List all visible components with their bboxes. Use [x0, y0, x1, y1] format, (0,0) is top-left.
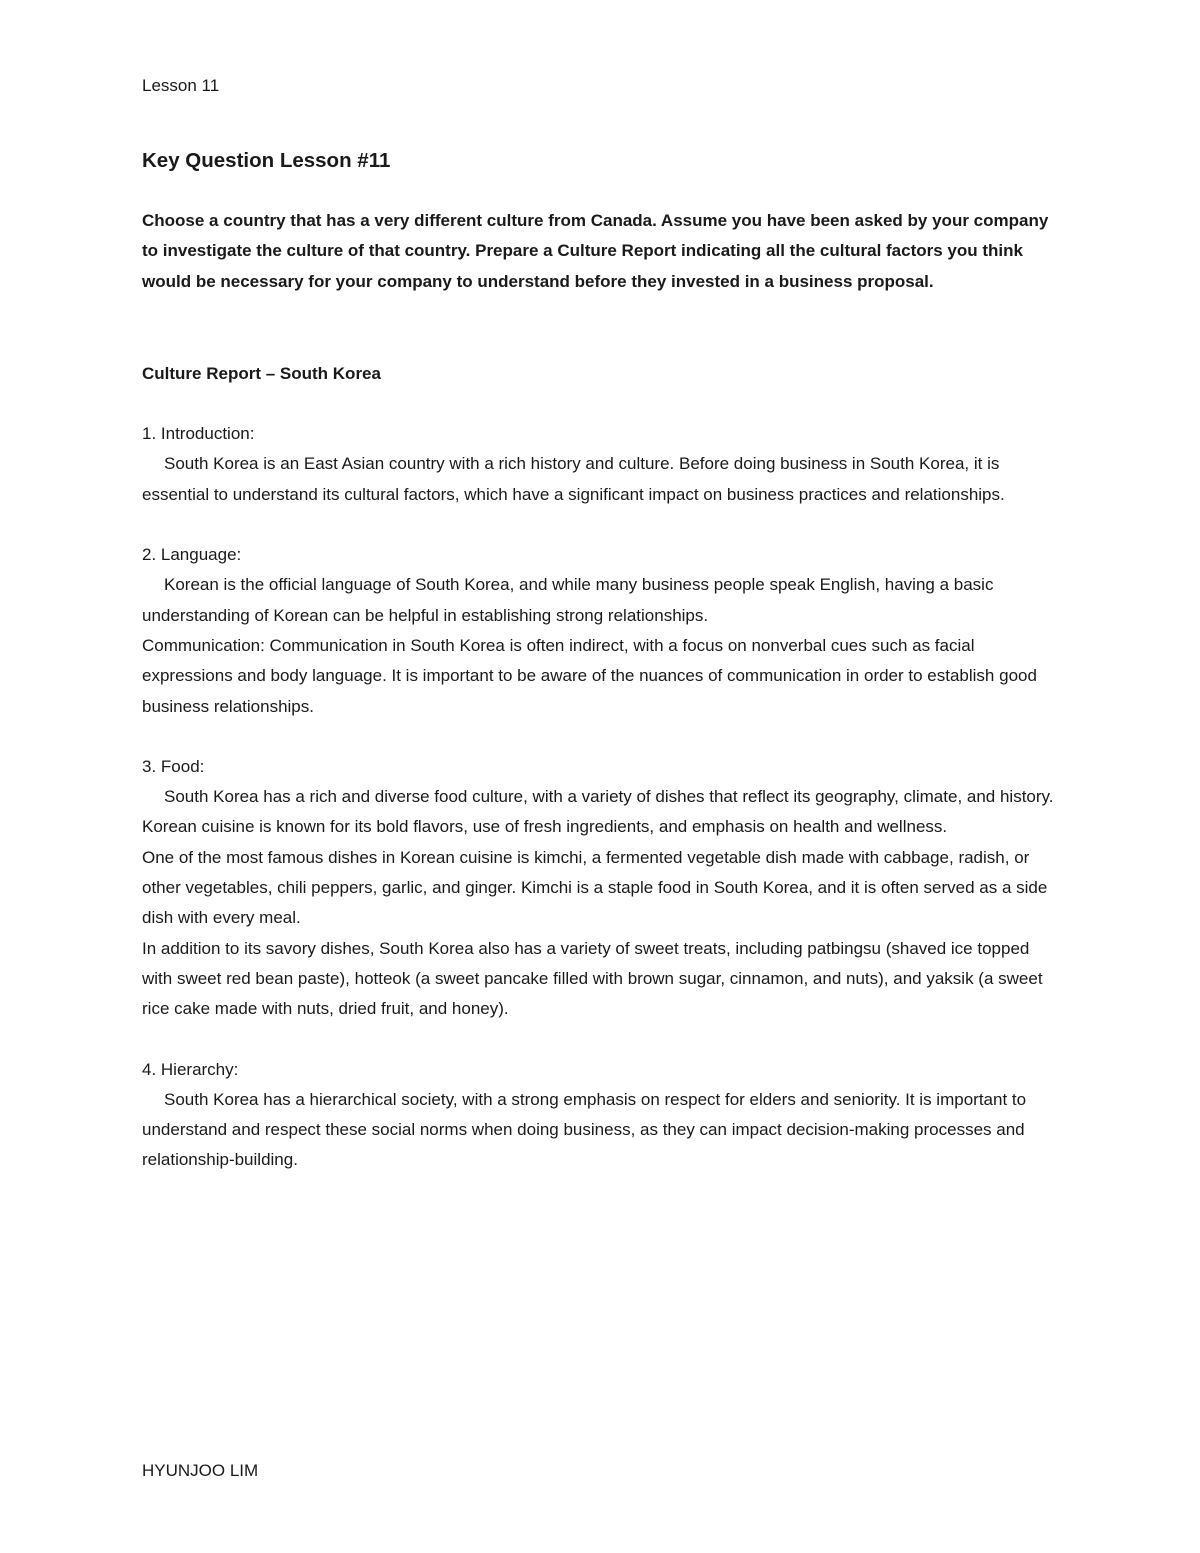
section-paragraph: South Korea is an East Asian country with a rich history and culture. Before doing business in South Korea, it is essential to understand its cultural factors, which have a significant impact on business practices and relationships.: [142, 454, 1005, 504]
page-footer: HYUNJOO LIM: [142, 1461, 259, 1480]
section-introduction: [142, 419, 1057, 510]
section-heading: 2. Language:: [142, 545, 242, 565]
section-heading: 4. Hierarchy:: [142, 1059, 239, 1079]
section-hierarchy: [142, 1055, 1057, 1176]
key-question: Choose a country that has a very different culture from Canada. Assume you have been asked by your company to investigate the culture of that country. Prepare a Culture Report indicating all the cultural factors you think would be necessary for your company to understand before they invested in a business proposal.: [142, 211, 1049, 291]
document-body: [142, 146, 1057, 1176]
section-language: [142, 540, 1057, 722]
section-paragraph: One of the most famous dishes in Korean cuisine is kimchi, a fermented vegetable dish made with cabbage, radish, or other vegetables, chili peppers, garlic, and ginger. Kimchi is a staple food in South Korea, and it is often served as a side dish with every meal.: [142, 847, 1048, 928]
section-heading: 3. Food:: [142, 756, 205, 776]
document-title: Key Question Lesson #11: [142, 149, 391, 172]
report-title: Culture Report – South Korea: [142, 363, 381, 383]
section-food: [142, 752, 1057, 1025]
section-paragraph: In addition to its savory dishes, South Korea also has a variety of sweet treats, including patbingsu (shaved ice topped with sweet red bean paste), hotteok (a sweet pancake filled with brown sugar, cinnamon, and nuts), and yaksik (a sweet rice cake made with nuts, dried fruit, and honey).: [142, 938, 1043, 1019]
section-heading: 1. Introduction:: [142, 424, 255, 444]
section-paragraph: Korean is the official language of South Korea, and while many business people speak English, having a basic understanding of Korean can be helpful in establishing strong relationships.: [142, 575, 994, 625]
section-paragraph: Communication: Communication in South Korea is often indirect, with a focus on nonverbal cues such as facial expressions and body language. It is important to be aware of the nuances of communication in order to establish good business relationships.: [142, 635, 1037, 716]
section-paragraph: South Korea has a rich and diverse food culture, with a variety of dishes that reflect its geography, climate, and history. Korean cuisine is known for its bold flavors, use of fresh ingredients, and emphasis on health and wellness.: [142, 787, 1054, 837]
page-header: Lesson 11: [142, 76, 220, 95]
section-paragraph: South Korea has a hierarchical society, with a strong emphasis on respect for elders and seniority. It is important to understand and respect these social norms when doing business, as they can impact decision-making processes and relationship-building.: [142, 1089, 1027, 1170]
